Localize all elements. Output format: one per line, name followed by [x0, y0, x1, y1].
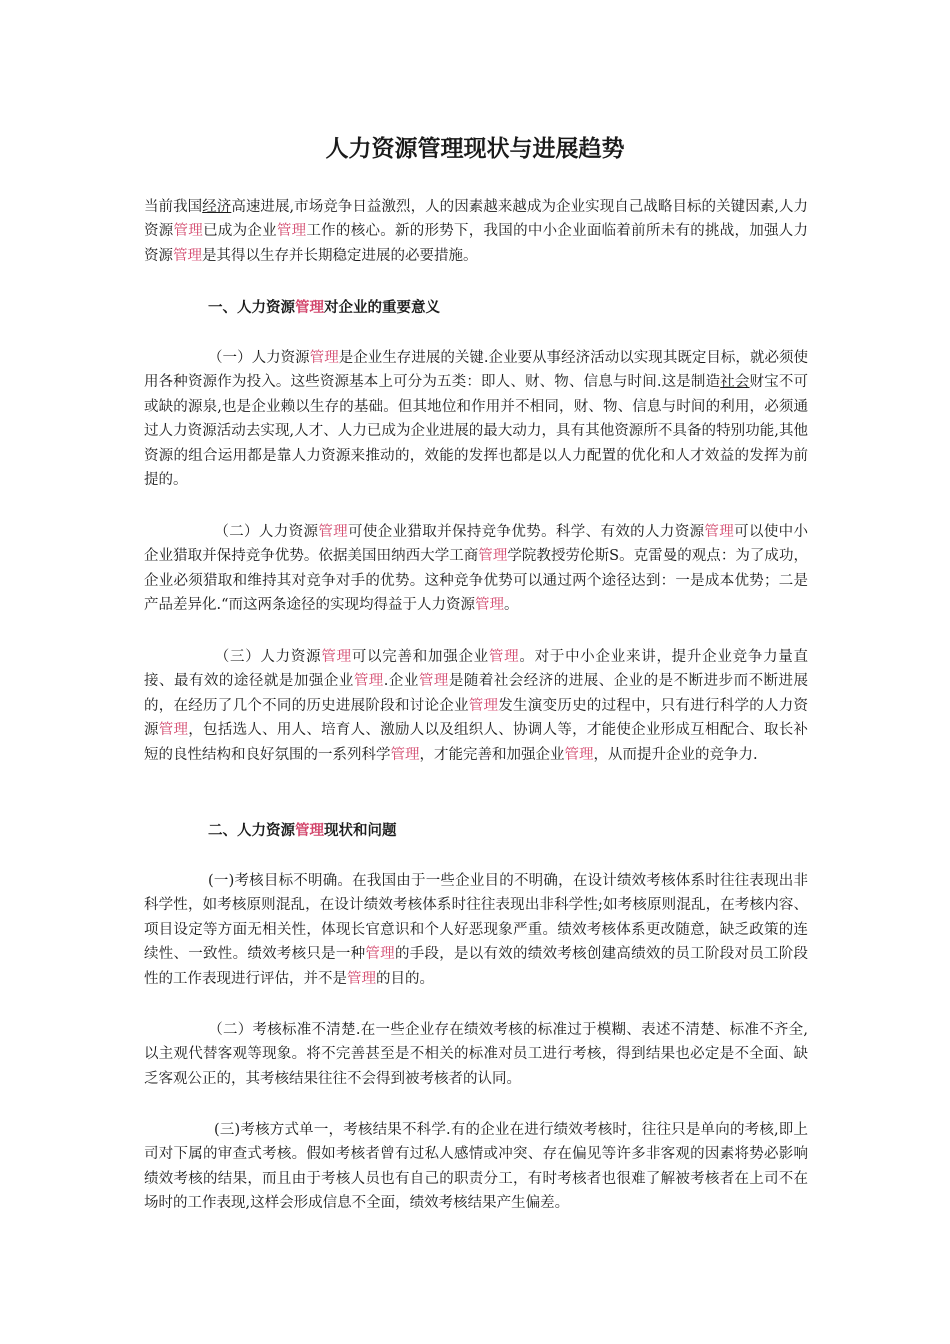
highlighted-term: 管理 [365, 946, 395, 963]
text-run: 可以使中小企业猎取并保持竞争优势。依据美国田纳西大学工商 [144, 524, 809, 565]
text-run: 发生演变历史的过程中，只有进行科学的人力资源 [144, 697, 809, 739]
highlighted-term: 管理 [564, 746, 594, 763]
text-run: ，才能完善和加强企业 [419, 746, 565, 763]
section-2-paragraph-1 [144, 869, 808, 991]
highlighted-term: 管理 [321, 649, 352, 665]
section-2-paragraph-3 [144, 1118, 808, 1216]
text-run: (一)考核目标不明确。在我国由于一些企业目的不明确，在设计绩效考核体系时往往表现出非科学性，如考核原则混乱，在设计绩效考核体系时往往表现出非科学性;如考核原则混乱，在考核内容、项目设定等方面无相关性，体现长官意识和个人好恶现象严重。绩效考核体系更改随意，缺乏政策的连续性、一致性。绩效考核只是一种 [144, 873, 808, 963]
highlighted-term: 管理 [276, 223, 307, 240]
text-run: 。对于中小企业来讲，提升企业竞争力量直接、最有效的途径就是加强企业 [144, 649, 809, 690]
text-run: ，从而提升企业的竞争力. [593, 746, 758, 763]
text-run: 当前我国 [144, 199, 203, 215]
highlighted-term: 管理 [173, 247, 202, 264]
highlighted-term: 管理 [295, 823, 324, 839]
highlighted-term: 管理 [309, 350, 339, 366]
highlighted-term: 管理 [353, 673, 384, 690]
text-run: （二）人力资源 [214, 524, 319, 540]
text-run: 。 [504, 597, 519, 614]
text-run: （三）人力资源 [214, 649, 322, 665]
text-run: (三)考核方式单一，考核结果不科学.有的企业在进行绩效考核时，往往只是单向的考核,即上司对下属的审查式考核。假如考核者曾有过私人感情或冲突、存在偏见等许多非客观的因素将势必影响绩效考核的结果，而且由于考核人员也有自己的职责分工，有时考核者也很难了解被考核者在上司不在场时的工作表现,这样会形成信息不全面，绩效考核结果产生偏差。 [144, 1122, 808, 1212]
text-run: ，包括选人、用人、培育人、激励人以及组织人、协调人等，才能使企业形成互相配合、取长补短的良性结构和良好氛围的一系列科学 [144, 722, 809, 763]
section-1-paragraph-2 [144, 520, 808, 618]
highlighted-term: 管理 [488, 649, 520, 665]
text-run: 是企业生存进展的关键.企业要从事经济活动以实现其既定目标，就必须使用各种资源作为投入。这些资源基本上可分为五类：即人、财、物、信息与时间.这是制造 [144, 350, 809, 391]
text-run: 的手段，是以有效的绩效考核创建高绩效的员工阶段对员工阶段性的工作表现进行评估，并不是 [144, 946, 809, 987]
highlighted-term: 管理 [173, 223, 204, 240]
document-title: 人力资源管理现状与进展趋势 [325, 136, 625, 162]
highlighted-term: 管理 [158, 722, 189, 739]
text-run: 财宝不可或缺的源泉,也是企业赖以生存的基础。但其地位和作用并不相同，财、物、信息与时间的利用，必须通过人力资源活动去实现,人才、人力已成为企业进展的最大动力，具有其他资源所不具备的特别功能,其他资源的组合运用都是靠人力资源来推动的，效能的发挥也都是以人力配置的优化和人才效益的发挥为前提的。 [144, 374, 809, 489]
highlighted-term: 管理 [347, 970, 376, 987]
highlighted-term: 管理 [390, 746, 420, 763]
underlined-term: 经济 [202, 199, 232, 215]
text-run: 二、人力资源 [208, 823, 295, 839]
text-run: .企业 [383, 673, 419, 690]
text-run: 可以完善和加强企业 [351, 649, 489, 665]
highlighted-term: 管理 [295, 300, 324, 316]
text-run: 对企业的重要意义 [324, 300, 440, 316]
text-run: 可使企业猎取并保持竞争优势。科学、有效的人力资源 [348, 524, 705, 540]
section-1-paragraph-3 [144, 645, 808, 767]
text-run: （一）人力资源 [208, 350, 310, 366]
highlighted-term: 管理 [318, 524, 349, 540]
intro-paragraph [144, 195, 808, 268]
section-2-paragraph-2 [144, 1018, 808, 1091]
section-2-heading [208, 819, 397, 843]
text-run: 是其得以生存并长期稳定进展的必要措施。 [202, 247, 478, 264]
highlighted-term: 管理 [475, 597, 505, 614]
text-run: 现状和问题 [324, 823, 397, 839]
highlighted-term: 管理 [468, 697, 499, 714]
text-run: 一、人力资源 [208, 300, 295, 316]
text-run: 的目的。 [376, 970, 434, 987]
text-run: 是随着社会经济的进展、企业的是不断进步而不断进展的，在经历了几个不同的历史进展阶段和讨论企业 [144, 673, 809, 714]
highlighted-term: 管理 [478, 548, 508, 565]
text-run: 已成为企业 [203, 223, 277, 240]
section-1-heading [208, 296, 440, 320]
text-run: 工作的核心。新的形势下，我国的中小企业面临着前所未有的挑战，加强人力资源 [144, 223, 809, 264]
text-run: 学院教授劳伦斯S。克雷曼的观点：为了成功，企业必须猎取和维持其对竞争对手的优势。这种竞争优势可以通过两个途径达到：一是成本优势；二是产品差异化.“而这两条途径的实现均得益于人力资源 [144, 548, 809, 614]
section-1-paragraph-1 [144, 346, 808, 492]
highlighted-term: 管理 [704, 524, 735, 540]
text-run: 高速进展,市场竞争日益激烈，人的因素越来越成为企业实现自己战略目标的关键因素,人力资源 [144, 199, 809, 240]
highlighted-term: 管理 [418, 673, 449, 690]
underlined-term: 社会 [720, 374, 750, 391]
text-run: （二）考核标准不清楚.在一些企业存在绩效考核的标准过于模糊、表述不清楚、标准不齐全,以主观代替客观等现象。将不完善甚至是不相关的标准对员工进行考核，得到结果也必定是不全面、缺乏客观公正的，其考核结果往往不会得到被考核者的认同。 [144, 1022, 808, 1087]
